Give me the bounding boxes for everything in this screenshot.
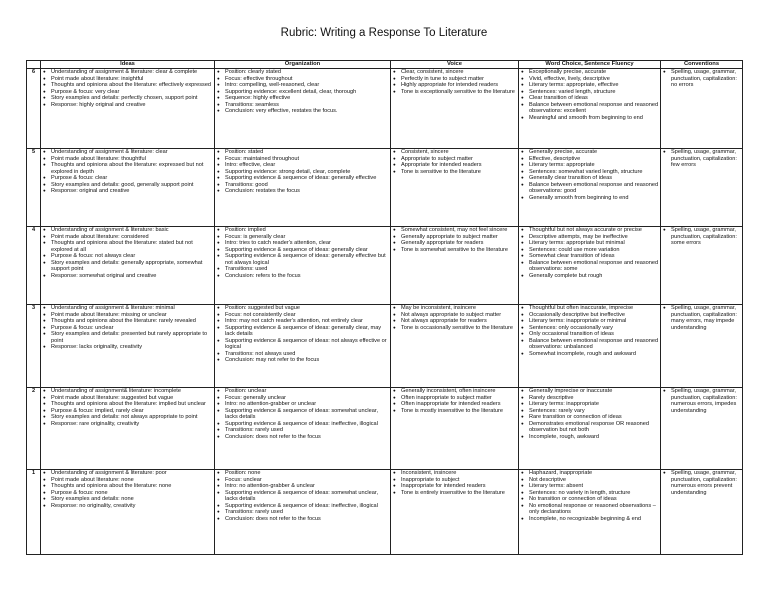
criteria-item: ● Response: highly original and creative bbox=[51, 102, 213, 109]
voice-cell bbox=[391, 388, 519, 470]
criteria-item: ● Generally appropriate for readers bbox=[401, 240, 517, 247]
criteria-item: ● Tone is exceptionally sensitive to the literature bbox=[401, 89, 517, 96]
criteria-item: ● Literary terms: appropriate, effective bbox=[529, 82, 659, 89]
criteria-item: ● Incomplete, no recognizable beginning & end bbox=[529, 516, 659, 523]
criteria-list bbox=[216, 69, 389, 115]
criteria-item: ● Generally inconsistent, often insincere bbox=[401, 388, 517, 395]
criteria-item: ● Descriptive attempts, may be ineffective bbox=[529, 234, 659, 241]
criteria-list bbox=[520, 470, 659, 522]
criteria-item: ● Position: none bbox=[225, 470, 389, 477]
criteria-item: ● May be inconsistent, insincere bbox=[401, 305, 517, 312]
criteria-item: ● Purpose & focus: none bbox=[51, 490, 213, 497]
criteria-item: ● Sentences: no variety in length, structure bbox=[529, 490, 659, 497]
criteria-list bbox=[392, 388, 517, 414]
criteria-list bbox=[392, 305, 517, 331]
criteria-item: ● Demonstrates emotional response OR reasoned observation but not both bbox=[529, 421, 659, 434]
criteria-item: ● Thoughts and opinions about the literature: rarely revealed bbox=[51, 318, 213, 325]
header-organization: Organization bbox=[215, 61, 391, 69]
score-cell: 5 bbox=[27, 149, 41, 227]
criteria-item: ● Sequence: highly effective bbox=[225, 95, 389, 102]
criteria-item: ● Response: no originality, creativity bbox=[51, 503, 213, 510]
criteria-list bbox=[42, 227, 213, 279]
criteria-list bbox=[216, 149, 389, 195]
criteria-item: ● Often inappropriate for intended readers bbox=[401, 401, 517, 408]
conventions-cell bbox=[661, 388, 743, 470]
criteria-item: ● Sentences: could use more variation bbox=[529, 247, 659, 254]
criteria-item: ● Purpose & focus: implied, rarely clear bbox=[51, 408, 213, 415]
header-word-choice: Word Choice, Sentence Fluency bbox=[519, 61, 661, 69]
criteria-item: ● Tone is entirely insensitive to the literature bbox=[401, 490, 517, 497]
criteria-list bbox=[42, 69, 213, 108]
criteria-item: ● Understanding of assignment& literature: incomplete bbox=[51, 388, 213, 395]
criteria-item: ● Sentences: rarely vary bbox=[529, 408, 659, 415]
conventions-cell bbox=[661, 227, 743, 305]
criteria-item: ● Understanding of assignment & literature: clear bbox=[51, 149, 213, 156]
criteria-item: ● Story examples and details: generally appropriate, somewhat support point bbox=[51, 260, 213, 273]
criteria-list bbox=[216, 305, 389, 364]
criteria-item: ● Transitions: not always used bbox=[225, 351, 389, 358]
page-title: Rubric: Writing a Response To Literature bbox=[280, 27, 488, 39]
ideas-cell bbox=[41, 388, 215, 470]
criteria-item: ● Tone is sensitive to the literature bbox=[401, 169, 517, 176]
criteria-item: ● Story examples and details: presented but rarely appropriate to point bbox=[51, 331, 213, 344]
criteria-item: ● Highly appropriate for intended readers bbox=[401, 82, 517, 89]
voice-cell bbox=[391, 149, 519, 227]
criteria-item: ● Position: clearly stated bbox=[225, 69, 389, 76]
ideas-cell bbox=[41, 69, 215, 149]
criteria-list bbox=[392, 227, 517, 253]
criteria-list bbox=[662, 470, 741, 496]
voice-cell bbox=[391, 305, 519, 388]
word-choice-cell bbox=[519, 305, 661, 388]
criteria-item: ● Conclusion: very effective, restates the focus. bbox=[225, 108, 389, 115]
criteria-item: ● Supporting evidence & sequence of ideas: generally clear, may lack details bbox=[225, 325, 389, 338]
table-row bbox=[27, 388, 743, 470]
criteria-list bbox=[216, 227, 389, 279]
criteria-item: ● Supporting evidence & sequence of ideas: generally effective bbox=[225, 175, 389, 182]
word-choice-cell bbox=[519, 227, 661, 305]
criteria-item: ● Focus: unclear bbox=[225, 477, 389, 484]
header-row bbox=[27, 61, 743, 69]
criteria-item: ● Story examples and details: perfectly chosen, support point bbox=[51, 95, 213, 102]
criteria-list bbox=[520, 388, 659, 440]
criteria-item: ● Point made about literature: missing or unclear bbox=[51, 312, 213, 319]
criteria-item: ● Understanding of assignment & literature: basic bbox=[51, 227, 213, 234]
criteria-item: ● Exceptionally precise, accurate bbox=[529, 69, 659, 76]
ideas-cell bbox=[41, 305, 215, 388]
criteria-item: ● Intro: no attention-grabber & unclear bbox=[225, 483, 389, 490]
criteria-item: ● Understanding of assignment & literature: poor bbox=[51, 470, 213, 477]
criteria-item: ● Only occasional transition of ideas bbox=[529, 331, 659, 338]
criteria-list bbox=[216, 388, 389, 440]
criteria-item: ● Intro: may not catch reader's attention, not entirely clear bbox=[225, 318, 389, 325]
organization-cell bbox=[215, 149, 391, 227]
criteria-item: ● Transitions: rarely used bbox=[225, 427, 389, 434]
word-choice-cell bbox=[519, 470, 661, 555]
criteria-item: ● Spelling, usage, grammar, punctuation, capitalization: many errors, may impede understanding bbox=[671, 305, 741, 331]
criteria-item: ● Transitions: rarely used bbox=[225, 509, 389, 516]
criteria-item: ● Supporting evidence & sequence of ideas: ineffective, illogical bbox=[225, 421, 389, 428]
criteria-item: ● Rare transition or connection of ideas bbox=[529, 414, 659, 421]
word-choice-cell bbox=[519, 69, 661, 149]
criteria-item: ● Appropriate for intended readers bbox=[401, 162, 517, 169]
table-row bbox=[27, 305, 743, 388]
criteria-item: ● Purpose & focus: very clear bbox=[51, 89, 213, 96]
criteria-item: ● Generally clear transition of ideas bbox=[529, 175, 659, 182]
criteria-item: ● Somewhat consistent, may not feel sincere bbox=[401, 227, 517, 234]
criteria-item: ● Occasionally descriptive but ineffective bbox=[529, 312, 659, 319]
criteria-item: ● Spelling, usage, grammar, punctuation, capitalization: numerous errors prevent understanding bbox=[671, 470, 741, 496]
criteria-item: ● Point made about literature: insightful bbox=[51, 76, 213, 83]
criteria-item: ● Generally imprecise or inaccurate bbox=[529, 388, 659, 395]
criteria-item: ● Thoughtful but often inaccurate, imprecise bbox=[529, 305, 659, 312]
criteria-item: ● Inappropriate for intended readers bbox=[401, 483, 517, 490]
criteria-item: ● Purpose & focus: not always clear bbox=[51, 253, 213, 260]
criteria-list bbox=[662, 69, 741, 89]
criteria-list bbox=[662, 305, 741, 331]
criteria-item: ● Supporting evidence & sequence of ideas: somewhat unclear, lacks details bbox=[225, 408, 389, 421]
criteria-item: ● Thoughts and opinions about the literature: expressed but not explored in depth bbox=[51, 162, 213, 175]
criteria-item: ● Story examples and details: not always appropriate to point bbox=[51, 414, 213, 421]
criteria-item: ● Supporting evidence & sequence of ideas: not always effective or logical bbox=[225, 338, 389, 351]
criteria-item: ● Inconsistent, insincere bbox=[401, 470, 517, 477]
criteria-item: ● Tone is occasionally sensitive to the literature bbox=[401, 325, 517, 332]
criteria-item: ● No transition or connection of ideas bbox=[529, 496, 659, 503]
criteria-item: ● Thoughtful but not always accurate or precise bbox=[529, 227, 659, 234]
criteria-item: ● Not always appropriate for readers bbox=[401, 318, 517, 325]
criteria-item: ● Generally appropriate to subject matter bbox=[401, 234, 517, 241]
word-choice-cell bbox=[519, 388, 661, 470]
criteria-item: ● Spelling, usage, grammar, punctuation, capitalization: some errors bbox=[671, 227, 741, 247]
criteria-item: ● Consistent, sincere bbox=[401, 149, 517, 156]
criteria-list bbox=[42, 149, 213, 195]
score-cell: 1 bbox=[27, 470, 41, 555]
criteria-item: ● Intro: no attention-grabber or unclear bbox=[225, 401, 389, 408]
criteria-item: ● Focus: generally unclear bbox=[225, 395, 389, 402]
criteria-item: ● Rarely descriptive bbox=[529, 395, 659, 402]
criteria-item: ● Literary terms: absent bbox=[529, 483, 659, 490]
organization-cell bbox=[215, 388, 391, 470]
criteria-item: ● Position: implied bbox=[225, 227, 389, 234]
table-row bbox=[27, 227, 743, 305]
organization-cell bbox=[215, 227, 391, 305]
header-score bbox=[27, 61, 41, 69]
header-conventions: Conventions bbox=[661, 61, 743, 69]
criteria-item: ● Generally smooth from beginning to end bbox=[529, 195, 659, 202]
criteria-item: ● Point made about literature: thoughtful bbox=[51, 156, 213, 163]
criteria-item: ● Understanding of assignment & literature: clear & complete bbox=[51, 69, 213, 76]
criteria-item: ● Response: lacks originality, creativity bbox=[51, 344, 213, 351]
criteria-item: ● Appropriate to subject matter bbox=[401, 156, 517, 163]
organization-cell bbox=[215, 69, 391, 149]
criteria-item: ● Literary terms: appropriate bbox=[529, 162, 659, 169]
criteria-list bbox=[42, 305, 213, 351]
criteria-item: ● Point made about literature: suggested but vague bbox=[51, 395, 213, 402]
criteria-item: ● Intro: tries to catch reader's attention, clear bbox=[225, 240, 389, 247]
criteria-list bbox=[662, 149, 741, 169]
criteria-list bbox=[520, 227, 659, 279]
criteria-item: ● Meaningful and smooth from beginning to end bbox=[529, 115, 659, 122]
criteria-item: ● Tone is somewhat sensitive to the literature bbox=[401, 247, 517, 254]
criteria-list bbox=[662, 388, 741, 414]
criteria-item: ● Transitions: good bbox=[225, 182, 389, 189]
organization-cell bbox=[215, 470, 391, 555]
table-row bbox=[27, 69, 743, 149]
criteria-item: ● Literary terms: inappropriate bbox=[529, 401, 659, 408]
voice-cell bbox=[391, 227, 519, 305]
criteria-item: ● Spelling, usage, grammar, punctuation, capitalization: numerous errors, impedes understanding bbox=[671, 388, 741, 414]
conventions-cell bbox=[661, 305, 743, 388]
criteria-item: ● Response: original and creative bbox=[51, 188, 213, 195]
criteria-list bbox=[392, 149, 517, 175]
criteria-item: ● Generally complete but rough bbox=[529, 273, 659, 280]
criteria-list bbox=[42, 388, 213, 427]
criteria-item: ● Sentences: somewhat varied length, structure bbox=[529, 169, 659, 176]
criteria-item: ● Vivid, effective, lively, descriptive bbox=[529, 76, 659, 83]
criteria-item: ● Thoughts and opinions about the literature: stated but not explored at all bbox=[51, 240, 213, 253]
criteria-item: ● Sentences: only occasionally vary bbox=[529, 325, 659, 332]
criteria-item: ● Balance between emotional response and reasoned observations: excellent bbox=[529, 102, 659, 115]
criteria-list bbox=[216, 470, 389, 522]
criteria-item: ● Conclusion: may not refer to the focus bbox=[225, 357, 389, 364]
score-cell: 2 bbox=[27, 388, 41, 470]
criteria-item: ● Response: rare originality, creativity bbox=[51, 421, 213, 428]
score-cell: 4 bbox=[27, 227, 41, 305]
criteria-item: ● Conclusion: does not refer to the focus bbox=[225, 434, 389, 441]
criteria-item: ● Effective, descriptive bbox=[529, 156, 659, 163]
criteria-item: ● Focus: effective throughout bbox=[225, 76, 389, 83]
conventions-cell bbox=[661, 149, 743, 227]
criteria-item: ● Inappropriate to subject bbox=[401, 477, 517, 484]
conventions-cell bbox=[661, 69, 743, 149]
conventions-cell bbox=[661, 470, 743, 555]
criteria-item: ● Thoughts and opinions about the literature: none bbox=[51, 483, 213, 490]
criteria-item: ● Balance between emotional response and reasoned observations: good bbox=[529, 182, 659, 195]
criteria-item: ● Position: unclear bbox=[225, 388, 389, 395]
ideas-cell bbox=[41, 227, 215, 305]
criteria-item: ● Clear transition of ideas bbox=[529, 95, 659, 102]
criteria-item: ● Supporting evidence & sequence of ideas: somewhat unclear, lacks details bbox=[225, 490, 389, 503]
criteria-list bbox=[42, 470, 213, 509]
criteria-item: ● Balance between emotional response and reasoned observations: unbalanced bbox=[529, 338, 659, 351]
criteria-item: ● Transitions: used bbox=[225, 266, 389, 273]
criteria-item: ● Thoughts and opinions about the literature: implied but unclear bbox=[51, 401, 213, 408]
criteria-item: ● Literary terms: appropriate but minimal bbox=[529, 240, 659, 247]
table-row bbox=[27, 149, 743, 227]
criteria-item: ● Conclusion: does not refer to the focus bbox=[225, 516, 389, 523]
criteria-item: ● Intro: compelling, well-reasoned, clear bbox=[225, 82, 389, 89]
organization-cell bbox=[215, 305, 391, 388]
criteria-item: ● Position: stated bbox=[225, 149, 389, 156]
word-choice-cell bbox=[519, 149, 661, 227]
criteria-item: ● Balance between emotional response and reasoned observations: some bbox=[529, 260, 659, 273]
criteria-item: ● Tone is mostly insensitive to the literature bbox=[401, 408, 517, 415]
ideas-cell bbox=[41, 470, 215, 555]
criteria-item: ● Focus: is generally clear bbox=[225, 234, 389, 241]
score-cell: 3 bbox=[27, 305, 41, 388]
criteria-item: ● Thoughts and opinions about the literature: effectively expressed bbox=[51, 82, 213, 89]
criteria-item: ● Not descriptive bbox=[529, 477, 659, 484]
criteria-item: ● Literary terms: inappropriate or minimal bbox=[529, 318, 659, 325]
criteria-item: ● Incomplete, rough, awkward bbox=[529, 434, 659, 441]
criteria-item: ● Conclusion: restates the focus bbox=[225, 188, 389, 195]
criteria-item: ● Transitions: seamless bbox=[225, 102, 389, 109]
criteria-item: ● Often inappropriate to subject matter bbox=[401, 395, 517, 402]
criteria-list bbox=[662, 227, 741, 247]
criteria-list bbox=[392, 69, 517, 95]
criteria-item: ● Story examples and details: none bbox=[51, 496, 213, 503]
criteria-item: ● Perfectly in tune to subject matter bbox=[401, 76, 517, 83]
criteria-item: ● Haphazard, inappropriate bbox=[529, 470, 659, 477]
criteria-item: ● Purpose & focus: unclear bbox=[51, 325, 213, 332]
voice-cell bbox=[391, 470, 519, 555]
criteria-item: ● Purpose & focus: clear bbox=[51, 175, 213, 182]
score-cell: 6 bbox=[27, 69, 41, 149]
criteria-list bbox=[520, 305, 659, 357]
criteria-item: ● Supporting evidence & sequence of ideas: ineffective, illogical bbox=[225, 503, 389, 510]
criteria-item: ● Clear, consistent, sincere bbox=[401, 69, 517, 76]
criteria-item: ● Spelling, usage, grammar, punctuation, capitalization: no errors bbox=[671, 69, 741, 89]
criteria-item: ● Spelling, usage, grammar, punctuation, capitalization: few errors bbox=[671, 149, 741, 169]
criteria-item: ● Sentences: varied length, structure bbox=[529, 89, 659, 96]
criteria-item: ● Supporting evidence: strong detail, clear, complete bbox=[225, 169, 389, 176]
criteria-item: ● Somewhat clear transition of ideas bbox=[529, 253, 659, 260]
table-row bbox=[27, 470, 743, 555]
header-voice: Voice bbox=[391, 61, 519, 69]
criteria-item: ● Not always appropriate to subject matter bbox=[401, 312, 517, 319]
criteria-item: ● Position: suggested but vague bbox=[225, 305, 389, 312]
criteria-item: ● Intro: effective, clear bbox=[225, 162, 389, 169]
voice-cell bbox=[391, 69, 519, 149]
criteria-item: ● Point made about literature: considered bbox=[51, 234, 213, 241]
criteria-item: ● Understanding of assignment & literature: minimal bbox=[51, 305, 213, 312]
criteria-list bbox=[392, 470, 517, 496]
criteria-item: ● Generally precise, accurate bbox=[529, 149, 659, 156]
criteria-item: ● Focus: not consistently clear bbox=[225, 312, 389, 319]
criteria-list bbox=[520, 149, 659, 201]
ideas-cell bbox=[41, 149, 215, 227]
criteria-list bbox=[520, 69, 659, 121]
criteria-item: ● No emotional response or reasoned observations – only declarations bbox=[529, 503, 659, 516]
header-ideas: Ideas bbox=[41, 61, 215, 69]
criteria-item: ● Supporting evidence & sequence of ideas: generally clear bbox=[225, 247, 389, 254]
criteria-item: ● Conclusion: refers to the focus bbox=[225, 273, 389, 280]
criteria-item: ● Somewhat incomplete, rough and awkward bbox=[529, 351, 659, 358]
criteria-item: ● Supporting evidence & sequence of ideas: generally effective but not always logical bbox=[225, 253, 389, 266]
criteria-item: ● Point made about literature: none bbox=[51, 477, 213, 484]
criteria-item: ● Story examples and details: good, generally support point bbox=[51, 182, 213, 189]
criteria-item: ● Supporting evidence: excellent detail, clear, thorough bbox=[225, 89, 389, 96]
criteria-item: ● Response: somewhat original and creative bbox=[51, 273, 213, 280]
criteria-item: ● Focus: maintained throughout bbox=[225, 156, 389, 163]
rubric-table bbox=[26, 60, 743, 555]
